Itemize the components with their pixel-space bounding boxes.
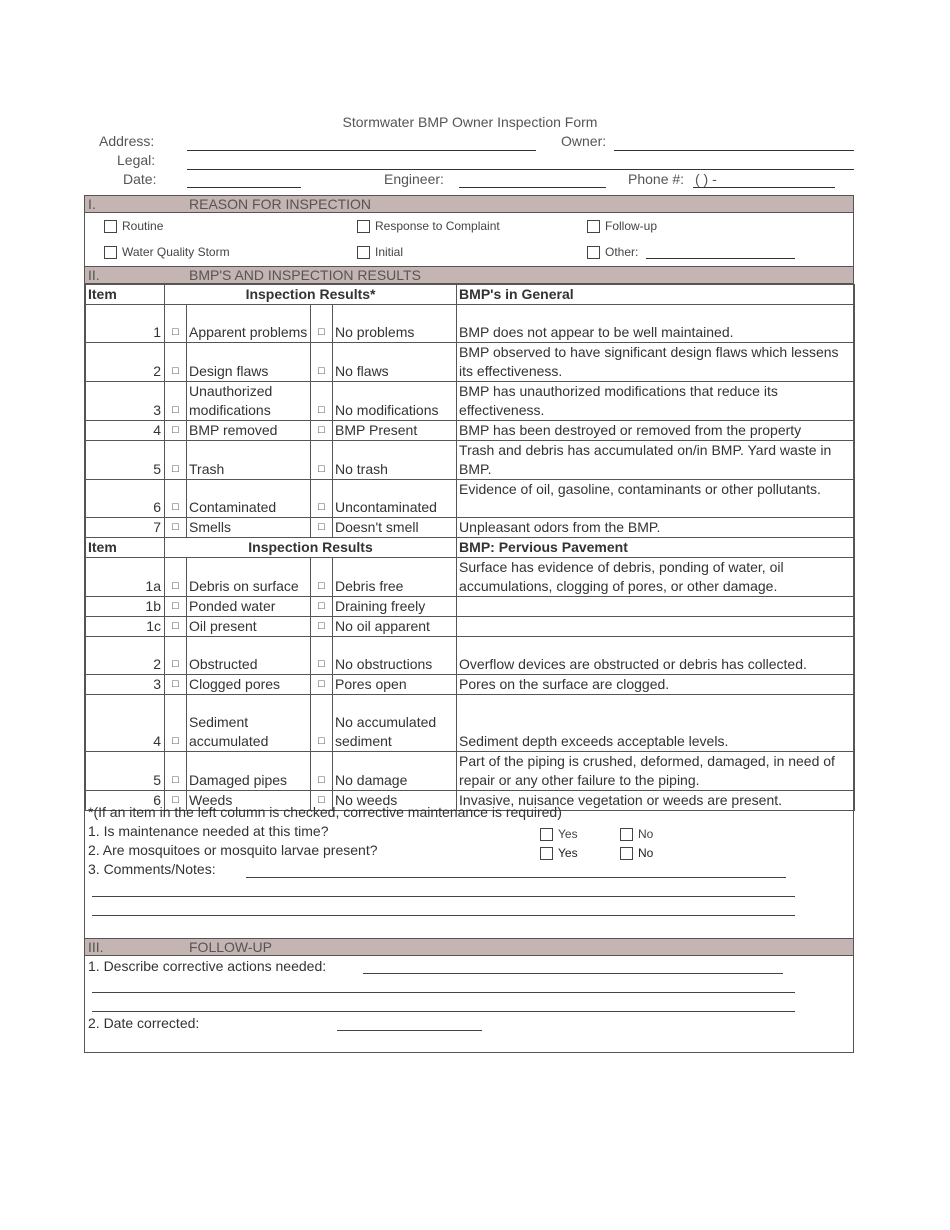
- ok-checkbox[interactable]: □: [311, 695, 333, 752]
- corrective-actions-line[interactable]: [363, 973, 783, 974]
- problem-checkbox[interactable]: □: [165, 752, 187, 791]
- option-initial[interactable]: Initial: [357, 245, 403, 259]
- problem-label: Obstructed: [187, 637, 311, 675]
- description: Overflow devices are obstructed or debris has collected.: [457, 637, 855, 675]
- problem-label: Apparent problems: [187, 305, 311, 343]
- description: Sediment depth exceeds acceptable levels.: [457, 695, 855, 752]
- ok-checkbox[interactable]: □: [311, 617, 333, 637]
- section-2-num: II.: [88, 267, 100, 283]
- section-3-title: FOLLOW-UP: [189, 939, 272, 955]
- date-label: Date:: [123, 171, 157, 187]
- column-header-results: Inspection Results*: [165, 285, 457, 305]
- question-comments: 3. Comments/Notes:: [88, 861, 216, 877]
- ok-label: No accumulated sediment: [333, 695, 457, 752]
- checkbox-icon[interactable]: [357, 246, 370, 259]
- problem-label: Ponded water: [187, 597, 311, 617]
- date-corrected-field[interactable]: [337, 1030, 482, 1031]
- option-follow-up[interactable]: Follow-up: [587, 219, 657, 233]
- inspection-table: [85, 284, 855, 811]
- problem-label: Contaminated: [187, 480, 311, 518]
- description: Surface has evidence of debris, ponding of water, oil accumulations, clogging of pores, or other damage.: [457, 558, 855, 597]
- section-1-num: I.: [88, 196, 96, 212]
- ok-label: No damage: [333, 752, 457, 791]
- ok-checkbox[interactable]: □: [311, 518, 333, 538]
- legal-field[interactable]: [187, 169, 854, 170]
- checkbox-icon[interactable]: [540, 847, 553, 860]
- ok-checkbox[interactable]: □: [311, 597, 333, 617]
- description: Invasive, nuisance vegetation or weeds are present.: [457, 791, 855, 811]
- description: [457, 617, 855, 637]
- section-3-num: III.: [88, 939, 104, 955]
- problem-checkbox[interactable]: □: [165, 421, 187, 441]
- table-row: [86, 558, 855, 597]
- checkbox-icon[interactable]: [620, 828, 633, 841]
- ok-label: No weeds: [333, 791, 457, 811]
- date-field[interactable]: [187, 187, 301, 188]
- problem-label: Oil present: [187, 617, 311, 637]
- ok-checkbox[interactable]: □: [311, 382, 333, 421]
- item-number: 1a: [86, 558, 165, 597]
- problem-label: BMP removed: [187, 421, 311, 441]
- option-response-to-complaint[interactable]: Response to Complaint: [357, 219, 500, 233]
- problem-label: Unauthorized modifications: [187, 382, 311, 421]
- description: Part of the piping is crushed, deformed, damaged, in need of repair or any other failure to the piping.: [457, 752, 855, 791]
- checkbox-icon[interactable]: [540, 828, 553, 841]
- question-maintenance: 1. Is maintenance needed at this time?: [88, 823, 329, 839]
- checkbox-icon[interactable]: [104, 246, 117, 259]
- item-number: 3: [86, 382, 165, 421]
- problem-label: Debris on surface: [187, 558, 311, 597]
- section-1-title: REASON FOR INSPECTION: [189, 196, 372, 212]
- problem-checkbox[interactable]: □: [165, 695, 187, 752]
- table-row: [86, 617, 855, 637]
- problem-label: Trash: [187, 441, 311, 480]
- ok-checkbox[interactable]: □: [311, 441, 333, 480]
- item-number: 2: [86, 343, 165, 382]
- option-routine[interactable]: Routine: [104, 219, 163, 233]
- ok-checkbox[interactable]: □: [311, 637, 333, 675]
- checkbox-icon[interactable]: [357, 220, 370, 233]
- problem-checkbox[interactable]: □: [165, 343, 187, 382]
- comments-line[interactable]: [92, 915, 795, 916]
- option-other[interactable]: Other:: [587, 245, 638, 259]
- other-field[interactable]: [646, 258, 795, 259]
- checkbox-icon[interactable]: [620, 847, 633, 860]
- item-number: 2: [86, 637, 165, 675]
- legal-label: Legal:: [117, 152, 156, 168]
- comments-line[interactable]: [246, 877, 786, 878]
- column-header-item: Item: [86, 285, 165, 305]
- ok-label: No modifications: [333, 382, 457, 421]
- address-label: Address:: [99, 133, 155, 149]
- problem-label: Design flaws: [187, 343, 311, 382]
- problem-checkbox[interactable]: □: [165, 480, 187, 518]
- maintenance-no[interactable]: No: [620, 827, 653, 841]
- owner-label: Owner:: [561, 133, 607, 149]
- description: Unpleasant odors from the BMP.: [457, 518, 855, 538]
- table-row: [86, 305, 855, 343]
- comments-line[interactable]: [92, 896, 795, 897]
- problem-label: Clogged pores: [187, 675, 311, 695]
- table-row: [86, 637, 855, 675]
- ok-label: Doesn't smell: [333, 518, 457, 538]
- ok-checkbox[interactable]: □: [311, 558, 333, 597]
- item-number: 6: [86, 480, 165, 518]
- description: Evidence of oil, gasoline, contaminants or other pollutants.: [457, 480, 855, 518]
- ok-checkbox[interactable]: □: [311, 421, 333, 441]
- problem-label: Smells: [187, 518, 311, 538]
- table-row: [86, 441, 855, 480]
- table-row: [86, 752, 855, 791]
- ok-label: No trash: [333, 441, 457, 480]
- problem-checkbox[interactable]: □: [165, 305, 187, 343]
- table-row: [86, 597, 855, 617]
- problem-checkbox[interactable]: □: [165, 382, 187, 421]
- phone-label: Phone #:: [628, 171, 685, 187]
- table-row: [86, 421, 855, 441]
- table-row: [86, 518, 855, 538]
- ok-label: Debris free: [333, 558, 457, 597]
- problem-checkbox[interactable]: □: [165, 558, 187, 597]
- mosquitoes-no[interactable]: No: [620, 846, 653, 860]
- question-corrective-actions: 1. Describe corrective actions needed:: [88, 958, 327, 974]
- mosquitoes-yes[interactable]: Yes: [540, 846, 578, 860]
- ok-checkbox[interactable]: □: [311, 791, 333, 811]
- description: BMP observed to have significant design flaws which lessens its effectiveness.: [457, 343, 855, 382]
- ok-label: Draining freely: [333, 597, 457, 617]
- ok-label: No problems: [333, 305, 457, 343]
- maintenance-yes[interactable]: Yes: [540, 827, 578, 841]
- corrective-actions-line[interactable]: [92, 1011, 795, 1012]
- problem-checkbox[interactable]: □: [165, 675, 187, 695]
- owner-field[interactable]: [614, 150, 854, 151]
- problem-checkbox[interactable]: □: [165, 597, 187, 617]
- corrective-actions-line[interactable]: [92, 992, 795, 993]
- column-header-item: Item: [86, 538, 165, 558]
- form-title: Stormwater BMP Owner Inspection Form: [342, 114, 598, 130]
- section-2-header: [85, 266, 853, 284]
- ok-checkbox[interactable]: □: [311, 675, 333, 695]
- item-number: 4: [86, 421, 165, 441]
- description: Trash and debris has accumulated on/in BMP. Yard waste in BMP.: [457, 441, 855, 480]
- problem-label: Weeds: [187, 791, 311, 811]
- description: [457, 597, 855, 617]
- section-1-header: [85, 195, 853, 213]
- phone-field[interactable]: [693, 187, 835, 188]
- item-number: 5: [86, 752, 165, 791]
- table-row: [86, 382, 855, 421]
- description: BMP has unauthorized modifications that reduce its effectiveness.: [457, 382, 855, 421]
- ok-label: Pores open: [333, 675, 457, 695]
- column-header-results: Inspection Results: [165, 538, 457, 558]
- ok-checkbox[interactable]: □: [311, 752, 333, 791]
- description: BMP does not appear to be well maintained.: [457, 305, 855, 343]
- item-number: 1c: [86, 617, 165, 637]
- item-number: 3: [86, 675, 165, 695]
- ok-label: Uncontaminated: [333, 480, 457, 518]
- question-mosquitoes: 2. Are mosquitoes or mosquito larvae present?: [88, 842, 378, 858]
- header-row-pervious: [86, 538, 855, 558]
- checkbox-icon[interactable]: [587, 220, 600, 233]
- engineer-label: Engineer:: [384, 171, 444, 187]
- ok-checkbox[interactable]: □: [311, 480, 333, 518]
- table-row: [86, 480, 855, 518]
- column-header-description: BMP's in General: [457, 285, 855, 305]
- ok-label: No oil apparent: [333, 617, 457, 637]
- problem-checkbox[interactable]: □: [165, 518, 187, 538]
- problem-checkbox[interactable]: □: [165, 791, 187, 811]
- description: BMP has been destroyed or removed from the property: [457, 421, 855, 441]
- footnote: *(If an item in the left column is checked, corrective maintenance is required): [88, 804, 562, 820]
- item-number: 6: [86, 791, 165, 811]
- phone-placeholder: ( ) -: [695, 171, 717, 187]
- item-number: 1b: [86, 597, 165, 617]
- ok-checkbox[interactable]: □: [311, 305, 333, 343]
- ok-label: BMP Present: [333, 421, 457, 441]
- problem-checkbox[interactable]: □: [165, 441, 187, 480]
- ok-label: No flaws: [333, 343, 457, 382]
- item-number: 5: [86, 441, 165, 480]
- ok-label: No obstructions: [333, 637, 457, 675]
- ok-checkbox[interactable]: □: [311, 343, 333, 382]
- address-field[interactable]: [187, 150, 536, 151]
- question-date-corrected: 2. Date corrected:: [88, 1015, 200, 1031]
- problem-checkbox[interactable]: □: [165, 617, 187, 637]
- description: Pores on the surface are clogged.: [457, 675, 855, 695]
- header-row-general: [86, 285, 855, 305]
- checkbox-icon[interactable]: [587, 246, 600, 259]
- item-number: 1: [86, 305, 165, 343]
- table-row: [86, 343, 855, 382]
- item-number: 4: [86, 695, 165, 752]
- option-water-quality-storm[interactable]: Water Quality Storm: [104, 245, 230, 259]
- problem-checkbox[interactable]: □: [165, 637, 187, 675]
- item-number: 7: [86, 518, 165, 538]
- checkbox-icon[interactable]: [104, 220, 117, 233]
- section-3-header: [85, 938, 853, 956]
- section-2-title: BMP'S AND INSPECTION RESULTS: [189, 267, 421, 283]
- table-row: [86, 675, 855, 695]
- engineer-field[interactable]: [459, 187, 606, 188]
- table-row: [86, 695, 855, 752]
- column-header-description: BMP: Pervious Pavement: [457, 538, 855, 558]
- problem-label: Damaged pipes: [187, 752, 311, 791]
- problem-label: Sediment accumulated: [187, 695, 311, 752]
